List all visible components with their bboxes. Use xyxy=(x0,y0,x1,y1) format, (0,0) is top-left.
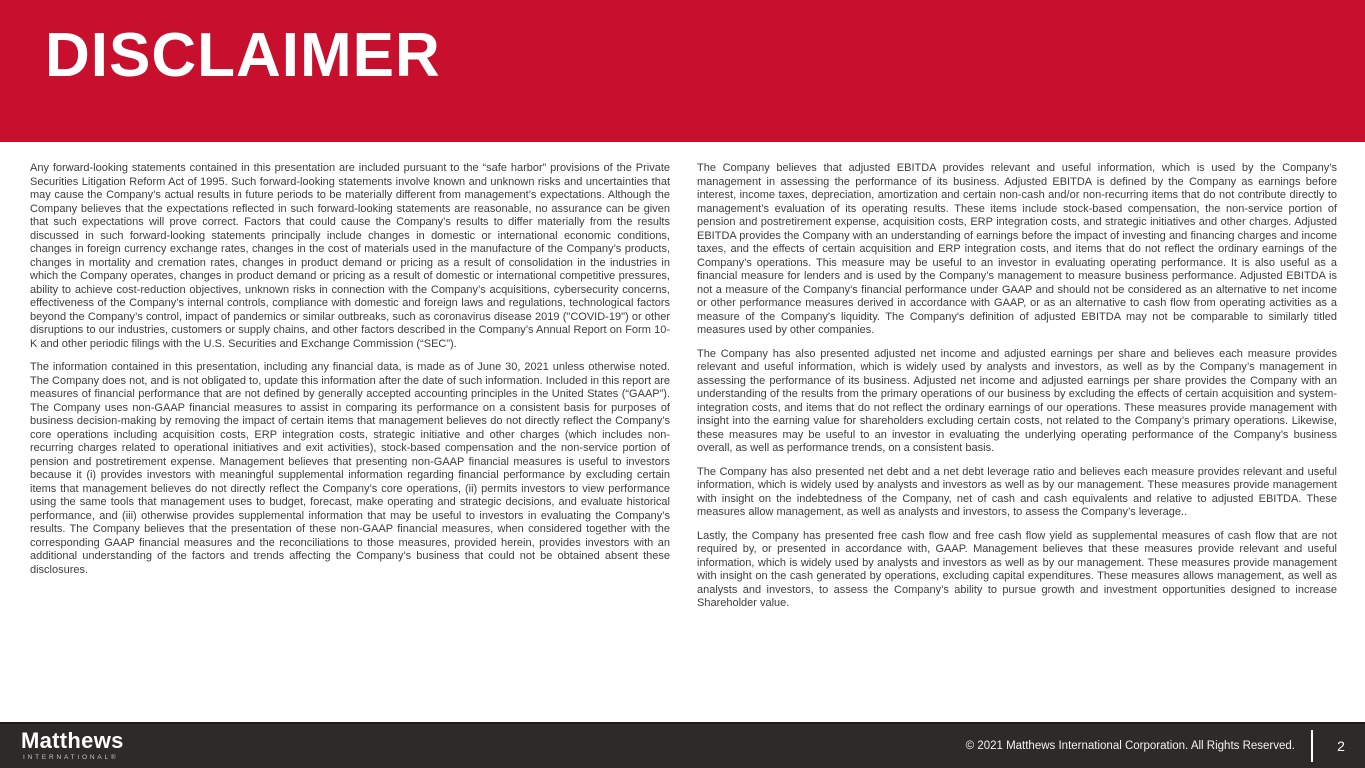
slide-title: DISCLAIMER xyxy=(45,21,441,90)
footer-divider xyxy=(1311,730,1313,762)
logo-wordmark: Matthews xyxy=(21,728,124,754)
disclaimer-body xyxy=(0,142,1365,722)
disclaimer-paragraph-net-debt: The Company has also presented net debt and a net debt leverage ratio and believes each measure provides relevant and useful information, which is widely used by analysts and investors as well as by our management. These measures provide management with insight on the indebtedness of the Company, net of cash and cash equivalents and relative to adjusted EBITDA. These measures allow management, as well as analysts and investors, to assess the Company’s leverage.. xyxy=(697,465,1337,518)
title-banner xyxy=(0,0,1365,142)
disclaimer-paragraph-forward-looking: Any forward-looking statements contained in this presentation are included pursuant to the “safe harbor” provisions of the Private Securities Litigation Reform Act of 1995. Such forward-looking statements involve known and unknown risks and uncertainties that may cause the Company’s actual results in future periods to be materially different from management’s expectations. Although the Company believes that the expectations reflected in such forward-looking statements are reasonable, no assurance can be given that such expectations will prove correct. Factors that could cause the Company’s results to differ materially from the results discussed in such forward-looking statements principally include changes in domestic or international economic conditions, changes in foreign currency exchange rates, changes in the cost of materials used in the manufacture of the Company’s products, changes in mortality and cremation rates, changes in product demand or pricing as a result of consolidation in the industries in which the Company operates, changes in product demand or pricing as a result of domestic or international competitive pressures, ability to achieve cost-reduction objectives, unknown risks in connection with the Company’s acquisitions, cybersecurity concerns, effectiveness of the Company’s internal controls, compliance with domestic and foreign laws and regulations, technological factors beyond the Company’s control, impact of pandemics or similar outbreaks, such as coronavirus disease 2019 ("COVID-19") or other disruptions to our industries, customers or supply chains, and other factors described in the Company’s Annual Report on Form 10-K and other periodic filings with the U.S. Securities and Exchange Commission (“SEC”). xyxy=(30,162,670,350)
footer-right-group xyxy=(966,730,1353,762)
right-column xyxy=(697,162,1337,722)
disclaimer-paragraph-adjusted-ebitda: The Company believes that adjusted EBITDA provides relevant and useful information, which is used by the Company’s management in assessing the performance of its business. Adjusted EBITDA is defined by the Company as earnings before interest, income taxes, depreciation, amortization and certain non-cash and/or non-recurring items that do not contribute directly to management’s evaluation of its operating results. These items include stock-based compensation, the non-service portion of pension and postretirement expense, acquisition costs, ERP integration costs, and strategic initiatives and other charges. Adjusted EBITDA provides the Company with an understanding of earnings before the impact of investing and financing charges and income taxes, and the effects of certain acquisition and ERP integration costs, and items that do not reflect the ordinary earnings of the Company’s operations. This measure may be useful to an investor in evaluating operating performance. It is also useful as a financial measure for lenders and is used by the Company’s management to measure business performance. Adjusted EBITDA is not a measure of the Company's financial performance under GAAP and should not be considered as an alternative to net income or other performance measures derived in accordance with GAAP, or as an alternative to cash flow from operating activities as a measure of the Company's liquidity. The Company's definition of adjusted EBITDA may not be comparable to similarly titled measures used by other companies. xyxy=(697,162,1337,336)
footer-bar xyxy=(0,722,1365,768)
copyright-text: © 2021 Matthews International Corporation. All Rights Reserved. xyxy=(965,740,1295,752)
logo-subtext: INTERNATIONAL® xyxy=(23,754,119,762)
left-column xyxy=(30,162,670,722)
disclaimer-paragraph-adjusted-net-income: The Company has also presented adjusted net income and adjusted earnings per share and believes each measure provides relevant and useful information, which is widely used by analysts and investors, as well as by the Company’s management in assessing the performance of its business. Adjusted net income and adjusted earnings per share provides the Company with an understanding of the results from the primary operations of our business by excluding the effects of certain acquisition and system-integration costs, and items that do not reflect the ordinary earnings of our operations. These measures provide management with insight into the earning value for shareholders excluding certain costs, not related to the Company’s primary operations. Likewise, these measures may be useful to an investor in evaluating the underlying operating performance of the Company’s business overall, as well as performance trends, on a consistent basis. xyxy=(697,347,1337,454)
disclaimer-paragraph-non-gaap-info: The information contained in this presentation, including any financial data, is made as of June 30, 2021 unless otherwise noted. The Company does not, and is not obligated to, update this information after the date of such information. Included in this report are measures of financial performance that are not defined by generally accepted accounting principles in the United States (“GAAP”). The Company uses non-GAAP financial measures to assist in comparing its performance on a consistent basis for purposes of business decision-making by removing the impact of certain items that management believes do not directly reflect the Company’s core operations including acquisition costs, ERP integration costs, strategic initiative and other charges (which includes non-recurring charges related to operational initiatives and exit activities), stock-based compensation and the non-service portion of pension and postretirement expense. Management believes that presenting non-GAAP financial measures is useful to investors because it (i) provides investors with meaningful supplemental information regarding financial performance by excluding certain items that management believes do not directly reflect the Company’s core operations, (ii) permits investors to view performance using the same tools that management uses to budget, forecast, make operating and strategic decisions, and evaluate historical performance, and (iii) otherwise provides supplemental information that may be useful to investors in evaluating the Company’s results. The Company believes that the presentation of these non-GAAP financial measures, when considered together with the corresponding GAAP financial measures and the reconciliations to those measures, provided herein, provides investors with an additional understanding of the factors and trends affecting the Company’s business that could not be obtained absent these disclosures. xyxy=(30,361,670,576)
matthews-logo xyxy=(21,730,124,762)
page-number: 2 xyxy=(1337,738,1345,754)
disclaimer-paragraph-free-cash-flow: Lastly, the Company has presented free cash flow and free cash flow yield as supplemental measures of cash flow that are not required by, or presented in accordance with, GAAP. Management believes that these measures provide relevant and useful information, which is widely used by analysts and investors as well as by our management. These measures provide management with insight on the cash generated by operations, excluding capital expenditures. These measures allows management, as well as analysts and investors, to assess the Company’s ability to pursue growth and investment opportunities designed to increase Shareholder value. xyxy=(697,529,1337,609)
